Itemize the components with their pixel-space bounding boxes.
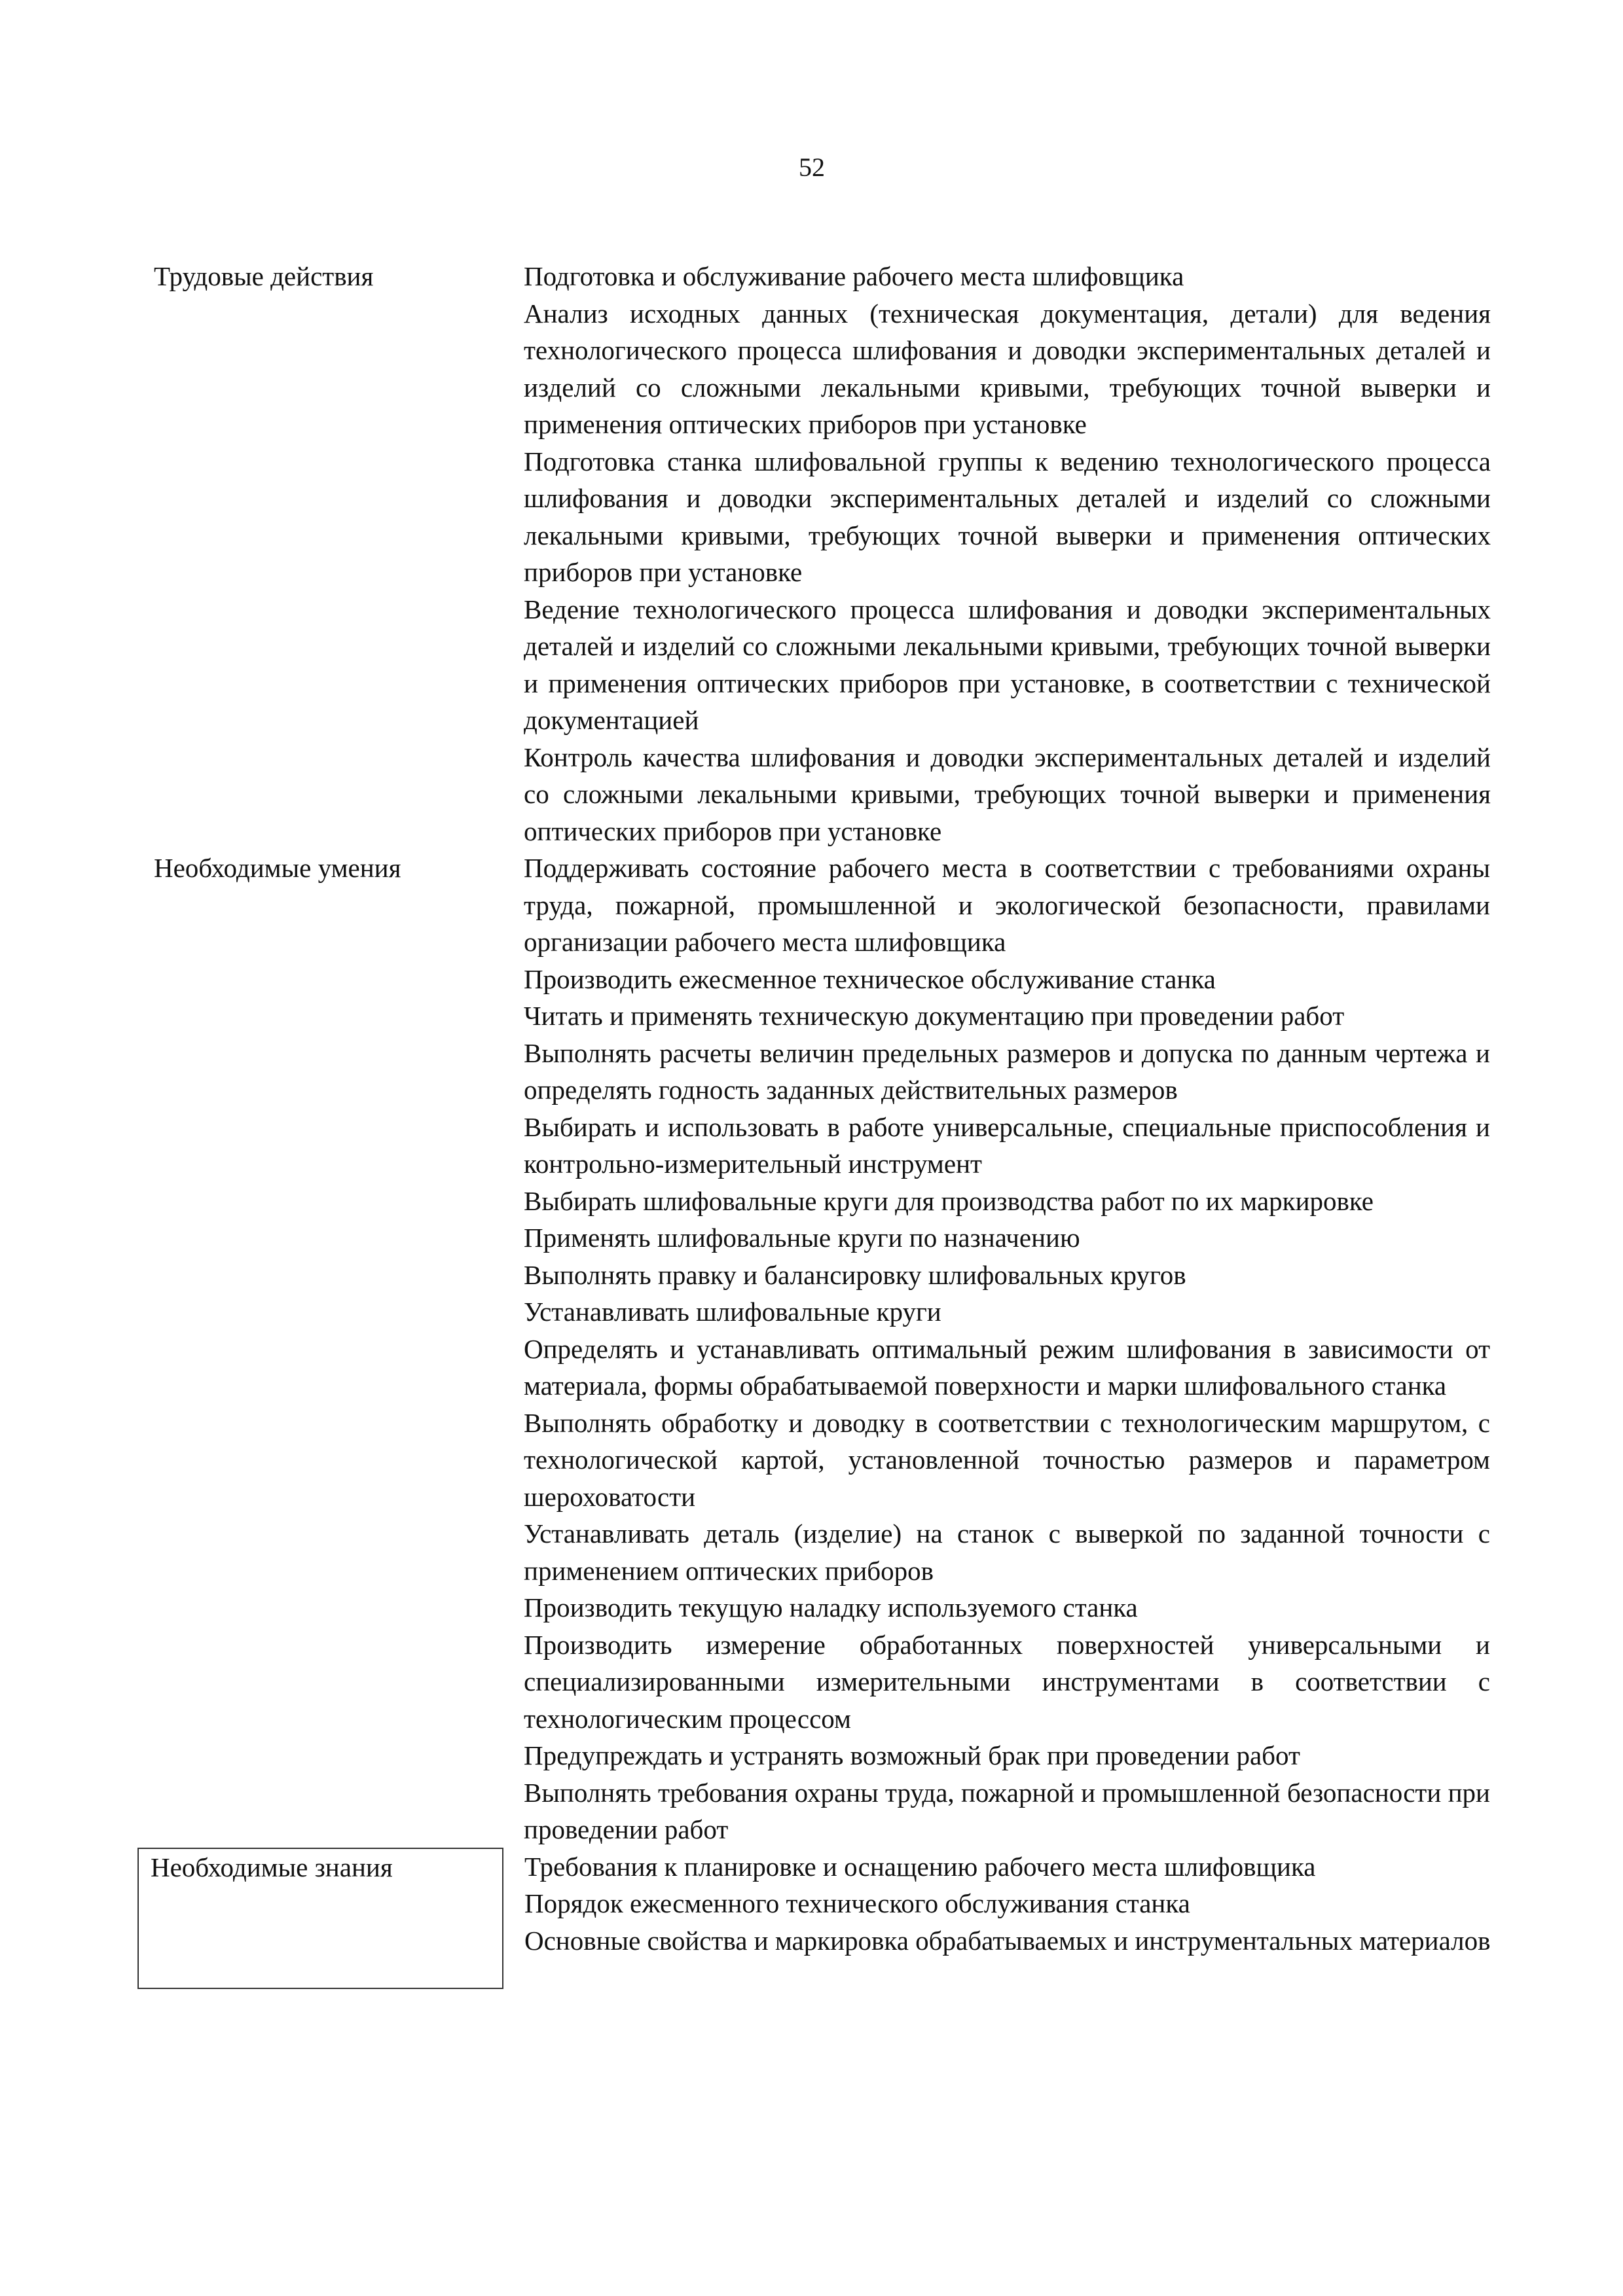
list-item: Поддерживать состояние рабочего места в соответствии с требованиями охраны труда, пожарной, промышленной и экологической безопасности, правилами организации рабочего места шлифовщика: [524, 853, 1490, 957]
list-item: Контроль качества шлифования и доводки экспериментальных деталей и изделий со сложными лекальными кривыми, требующих точной выверки и применения оптических приборов при установке: [524, 742, 1491, 846]
section-label: Необходимые умения: [154, 853, 401, 883]
section-required-knowledge: [138, 1848, 1491, 1988]
section-items: [503, 1848, 1491, 1988]
list-item: Выполнять правку и балансировку шлифовальных кругов: [524, 1259, 1186, 1290]
list-item: Подготовка станка шлифовальной группы к ведению технологического процесса шлифования и доводки экспериментальных деталей и изделий со сложными лекальными кривыми, требующих точной выверки и применения оптических приборов при установке: [524, 446, 1491, 587]
list-item: Выполнять расчеты величин предельных размеров и допуска по данным чертежа и определять годность заданных действительных размеров: [524, 1037, 1490, 1105]
section-items: [503, 258, 1491, 850]
list-item: Выполнять требования охраны труда, пожарной и промышленной безопасности при проведении работ: [524, 1777, 1490, 1844]
list-item: Применять шлифовальные круги по назначению: [524, 1223, 1080, 1253]
list-item: Подготовка и обслуживание рабочего места шлифовщика: [524, 261, 1184, 291]
page-number: 52: [799, 152, 825, 182]
list-item: Ведение технологического процесса шлифования и доводки экспериментальных деталей и изделий со сложными лекальными кривыми, требующих точной выверки и применения оптических приборов при установке, в соответствии с технической документацией: [524, 594, 1491, 735]
list-item: Порядок ежесменного технического обслуживания станка: [524, 1888, 1190, 1918]
list-item: Анализ исходных данных (техническая документация, детали) для ведения технологического процесса шлифования и доводки экспериментальных деталей и изделий со сложными лекальными кривыми, требующих точной выверки и применения оптических приборов при установке: [524, 298, 1491, 439]
section-label: Необходимые знания: [138, 1848, 503, 1988]
list-item: Устанавливать шлифовальные круги: [524, 1297, 941, 1327]
list-item: Основные свойства и маркировка обрабатываемых и инструментальных материалов: [524, 1925, 1491, 1956]
list-item: Требования к планировке и оснащению рабочего места шлифовщика: [524, 1851, 1316, 1882]
section-items: [503, 850, 1491, 1848]
list-item: Выбирать и использовать в работе универсальные, специальные приспособления и контрольно-измерительный инструмент: [524, 1111, 1490, 1179]
section-labor-actions: [138, 258, 1491, 850]
list-item: Выбирать шлифовальные круги для производства работ по их маркировке: [524, 1185, 1374, 1216]
section-label: Трудовые действия: [154, 261, 374, 291]
qualification-table: [137, 258, 1491, 1989]
list-item: Производить ежесменное техническое обслуживание станка: [524, 963, 1216, 994]
list-item: Предупреждать и устранять возможный брак при проведении работ: [524, 1740, 1300, 1770]
section-required-skills: [138, 850, 1491, 1848]
list-item: Производить измерение обработанных поверхностей универсальными и специализированными измерительными инструментами в соответствии с технологическим процессом: [524, 1629, 1490, 1734]
list-item: Читать и применять техническую документацию при проведении работ: [524, 1001, 1345, 1031]
list-item: Устанавливать деталь (изделие) на станок с выверкой по заданной точности с применением оптических приборов: [524, 1518, 1490, 1586]
list-item: Определять и устанавливать оптимальный режим шлифования в зависимости от материала, формы обрабатываемой поверхности и марки шлифовального станка: [524, 1333, 1490, 1401]
list-item: Выполнять обработку и доводку в соответствии с технологическим маршрутом, с технологической картой, установленной точностью размеров и параметром шероховатости: [524, 1407, 1490, 1512]
list-item: Производить текущую наладку используемого станка: [524, 1592, 1138, 1623]
